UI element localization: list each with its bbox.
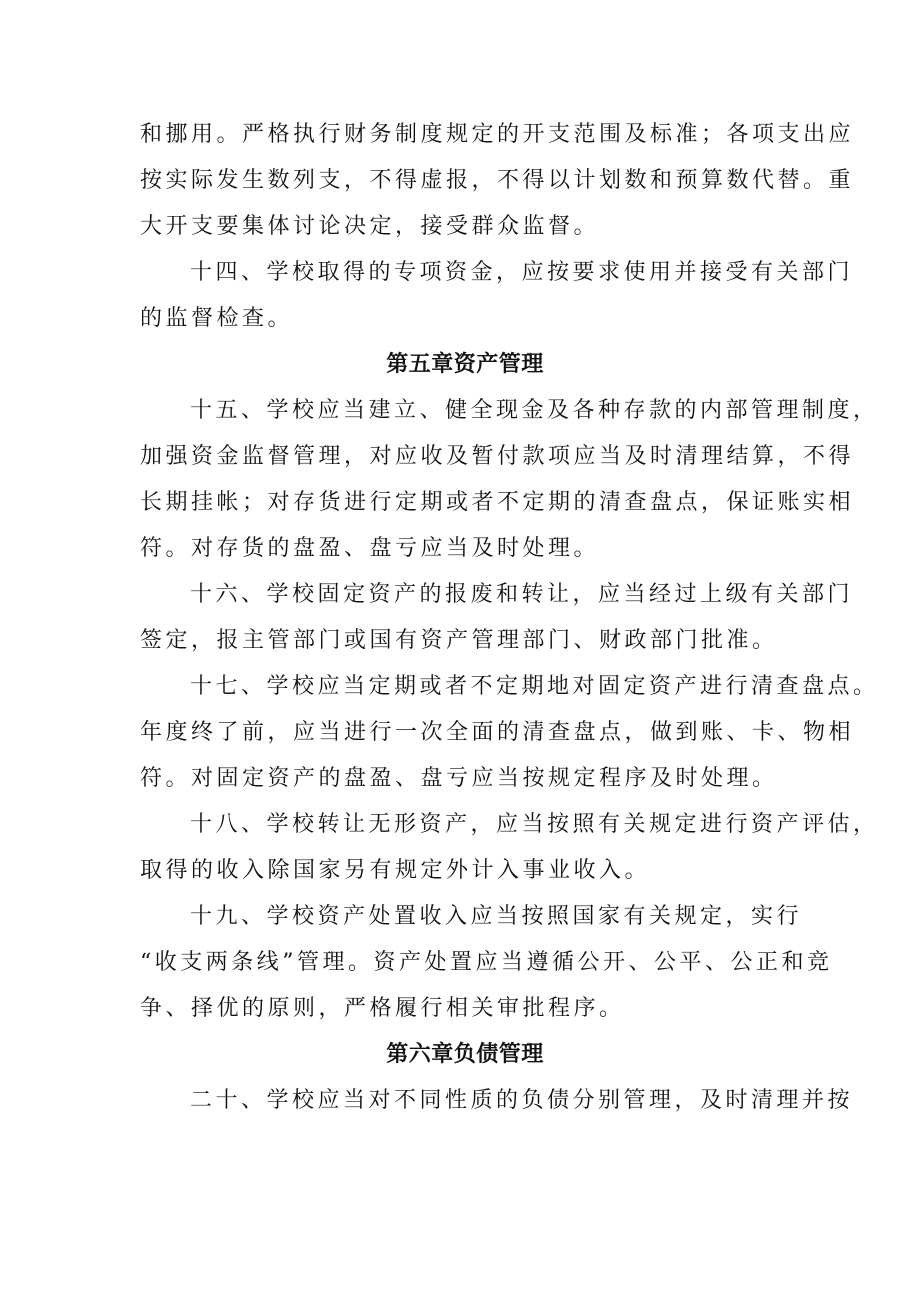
text-line: 十七、学校应当定期或者不定期地对固定资产进行清查盘点。 bbox=[190, 674, 879, 699]
paragraph-continued bbox=[140, 112, 855, 250]
chapter-6-heading: 第六章负债管理 bbox=[386, 1042, 544, 1067]
text-line: 按实际发生数列支，不得虚报，不得以计划数和预算数代替。重 bbox=[140, 168, 855, 193]
text-line: 大开支要集体讨论决定，接受群众监督。 bbox=[140, 214, 600, 239]
text-line: 的监督检查。 bbox=[140, 306, 294, 331]
text-line: 取得的收入除国家另有规定外计入事业收入。 bbox=[140, 858, 651, 883]
paragraph-16 bbox=[140, 572, 854, 664]
paragraph-20 bbox=[140, 1078, 854, 1124]
text-line: 十四、学校取得的专项资金，应按要求使用并接受有关部门 bbox=[190, 260, 854, 285]
text-line: 十五、学校应当建立、健全现金及各种存款的内部管理制度， bbox=[190, 398, 879, 423]
paragraph-18 bbox=[140, 802, 879, 894]
paragraph-17 bbox=[140, 664, 879, 802]
paragraph-15 bbox=[140, 388, 879, 572]
text-line: “收支两条线”管理。资产处置应当遵循公开、公平、公正和竞 bbox=[140, 950, 833, 975]
document-page bbox=[140, 112, 879, 1124]
text-line: 十九、学校资产处置收入应当按照国家有关规定，实行 bbox=[190, 904, 803, 929]
text-line: 长期挂帐；对存货进行定期或者不定期的清查盘点，保证账实相 bbox=[140, 490, 855, 515]
text-line: 符。对存货的盘盈、盘亏应当及时处理。 bbox=[140, 536, 600, 561]
paragraph-19 bbox=[140, 894, 833, 1032]
text-line: 争、择优的原则，严格履行相关审批程序。 bbox=[140, 996, 625, 1021]
text-line: 年度终了前，应当进行一次全面的清查盘点，做到账、卡、物相 bbox=[140, 720, 855, 745]
text-line: 加强资金监督管理，对应收及暂付款项应当及时清理结算，不得 bbox=[140, 444, 855, 469]
text-line: 签定，报主管部门或国有资产管理部门、财政部门批准。 bbox=[140, 628, 778, 653]
paragraph-14 bbox=[140, 250, 854, 342]
chapter-5-heading: 第五章资产管理 bbox=[386, 352, 544, 377]
text-line: 符。对固定资产的盘盈、盘亏应当按规定程序及时处理。 bbox=[140, 766, 778, 791]
text-line: 和挪用。严格执行财务制度规定的开支范围及标准；各项支出应 bbox=[140, 122, 855, 147]
text-line: 十八、学校转让无形资产，应当按照有关规定进行资产评估， bbox=[190, 812, 879, 837]
text-line: 十六、学校固定资产的报废和转让，应当经过上级有关部门 bbox=[190, 582, 854, 607]
text-line: 二十、学校应当对不同性质的负债分别管理，及时清理并按 bbox=[190, 1088, 854, 1113]
